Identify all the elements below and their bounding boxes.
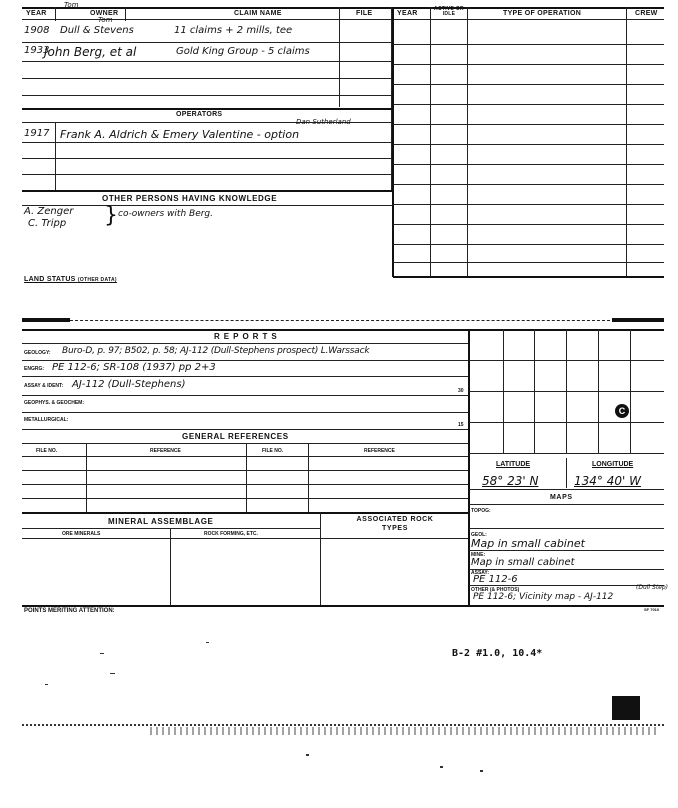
maps-other-note: (Dull Step) [636,584,669,591]
report-value-geology: Buro-D, p. 97; B502, p. 58; AJ-112 (Dull-Stephens prospect) L.Warssack [62,346,370,356]
owner-annotation: Tom [64,1,79,9]
gr-header-file-1: FILE NO. [36,448,58,454]
claim-name-2: Gold King Group - 5 claims [176,46,310,57]
report-label-metallurgical: METALLURGICAL: [24,417,69,423]
maps-geol-value: Map in small cabinet [471,537,585,550]
report-value-assay: AJ-112 (Dull-Stephens) [72,379,186,390]
reports-title: REPORTS [214,332,281,341]
record-stamp: B-2 #1.0, 10.4* [452,648,543,659]
maps-assay-value: PE 112-6 [473,574,518,585]
location-marker-letter: C [618,406,626,416]
knowledge-name-1: A. Zenger [24,206,74,217]
rock-forming-header: ROCK FORMING, ETC. [204,531,258,537]
header-year: YEAR [26,10,47,17]
ore-minerals-header: ORE MINERALS [62,531,101,537]
maps-other-value: PE 112-6; Vicinity map - AJ-112 [473,592,614,602]
land-status-sub: (OTHER DATA) [77,277,117,283]
location-marker [615,404,629,418]
knowledge-note: co-owners with Berg. [118,209,214,219]
maps-mine-value: Map in small cabinet [471,557,575,568]
report-label-geology: GEOLOGY: [24,350,51,356]
knowledge-name-2: C. Tripp [28,218,67,229]
maps-title: MAPS [550,494,573,501]
header-crew: CREW [635,10,658,17]
header-active-idle: ACTIVE OR IDLE [434,6,464,17]
claim-year-1: 1908 [24,25,50,36]
report-num-metallurgical: 15 [458,422,464,428]
longitude-value: 134° 40' W [574,474,641,488]
maps-assay-label: ASSAY: [471,570,490,576]
latitude-value: 58° 23' N [482,474,539,488]
maps-other-label: OTHER (& PHOTOS) [471,587,520,593]
header-year-2: YEAR [397,10,418,17]
general-references-title: GENERAL REFERENCES [182,432,289,441]
latitude-label: LATITUDE [496,461,531,468]
maps-topog-label: TOPOG: [471,508,491,514]
gr-header-file-2: FILE NO. [262,448,284,454]
claim-year-2: 1933 [24,45,50,56]
report-value-engrg: PE 112-6; SR-108 (1937) pp 2+3 [52,362,216,373]
mineral-assemblage-title: MINERAL ASSEMBLAGE [108,517,214,526]
report-num-assay: 30 [458,388,464,394]
claim-owner-1: Dull & Stevens [60,25,134,36]
report-label-engrg: ENGRG: [24,366,44,372]
operator-note: Dan Sutherland [296,118,351,126]
operator-year-1: 1917 [24,128,50,139]
longitude-label: LONGITUDE [592,461,634,468]
maps-mine-label: MINE: [471,552,486,558]
report-label-geophys: GEOPHYS. & GEOCHEM: [24,400,85,406]
gr-header-ref-2: REFERENCE [364,448,395,454]
form-number: SF 7010 [644,607,660,612]
gr-header-ref-1: REFERENCE [150,448,181,454]
points-meriting-attention: POINTS MERITING ATTENTION: [24,608,115,614]
report-label-assay: ASSAY & IDENT: [24,383,64,389]
land-status-label [24,276,117,283]
header-owner: OWNER [90,10,119,17]
claim-owner-2: John Berg, et al [44,45,137,59]
claim-name-1: 11 claims + 2 mills, tee [174,25,293,36]
associated-rock-types: ASSOCIATED ROCK TYPES [356,516,434,532]
maps-geol-label: GEOL: [471,532,487,538]
header-type-of-operation: TYPE OF OPERATION [503,10,582,17]
operator-text-1: Frank A. Aldrich & Emery Valentine - option [60,128,300,141]
header-file: FILE [356,10,373,17]
land-status-text: LAND STATUS [24,276,76,283]
header-claim-name: CLAIM NAME [234,10,282,17]
owner-annotation-2: Tom [98,16,113,24]
knowledge-bracket: } [104,203,118,228]
knowledge-title: OTHER PERSONS HAVING KNOWLEDGE [102,194,278,203]
operators-title: OPERATORS [176,111,223,118]
